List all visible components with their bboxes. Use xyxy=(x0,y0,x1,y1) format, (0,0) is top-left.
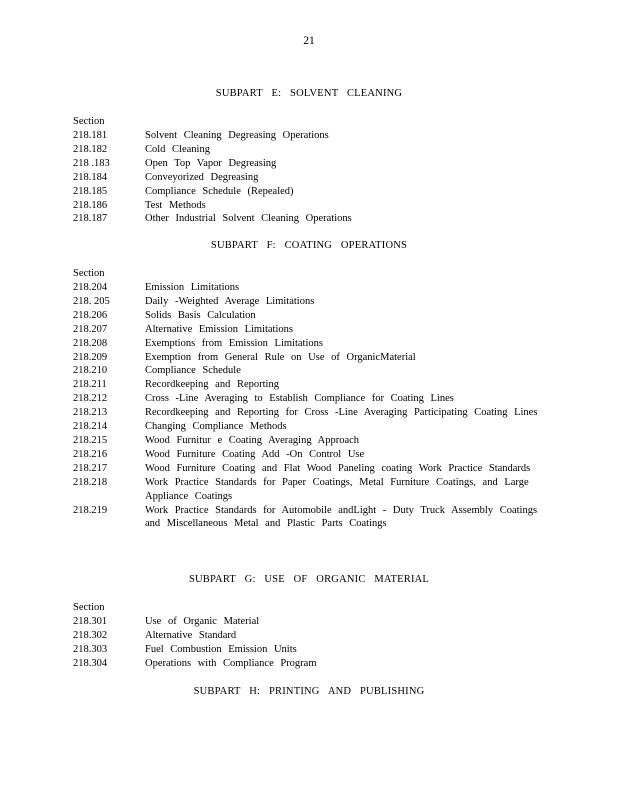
section-number: 218.210 xyxy=(73,365,108,377)
section-number: 218.212 xyxy=(73,393,108,405)
section-number: 218.214 xyxy=(73,421,108,433)
section-title: Other Industrial Solvent Cleaning Operations xyxy=(145,213,352,225)
section-label: Section xyxy=(73,602,105,613)
section-title: Compliance Schedule (Repealed) xyxy=(145,185,294,197)
list-item xyxy=(0,185,618,199)
list-item xyxy=(0,392,618,406)
list-item xyxy=(0,364,618,378)
section-number: 218.216 xyxy=(73,448,108,460)
section-number: 218.219 xyxy=(73,504,108,516)
section-number: 218.302 xyxy=(73,629,108,641)
list-item xyxy=(0,643,618,657)
section-title: Emission Limitations xyxy=(145,282,240,293)
section-label: Section xyxy=(73,268,105,279)
list-item xyxy=(0,657,618,671)
section-number: 218.182 xyxy=(73,143,108,155)
section-number: 218.213 xyxy=(73,407,108,419)
subpart-f-list xyxy=(0,281,618,531)
subpart-e-heading: SUBPART E: SOLVENT CLEANING xyxy=(215,88,403,99)
section-title: Cold Cleaning xyxy=(145,143,210,155)
section-title: Alternative Emission Limitations xyxy=(145,323,293,335)
section-number: 218.187 xyxy=(73,213,108,225)
list-item xyxy=(0,199,618,213)
list-item xyxy=(0,281,618,295)
list-item xyxy=(0,295,618,309)
section-number: 218.303 xyxy=(73,643,108,655)
section-number: 218.206 xyxy=(73,309,108,321)
list-item xyxy=(0,476,618,504)
section-number: 218.304 xyxy=(73,657,108,669)
list-item xyxy=(0,629,618,643)
section-title: Recordkeeping and Reporting for Cross -Line Averaging Participating Coating Lines xyxy=(145,407,538,419)
section-title: Operations with Compliance Program xyxy=(145,657,317,669)
section-title: Cross -Line Averaging to Establish Compliance for Coating Lines xyxy=(145,393,454,405)
list-item xyxy=(0,171,618,185)
subpart-f-heading: SUBPART F: COATING OPERATIONS xyxy=(210,240,408,251)
section-number: 218.215 xyxy=(73,434,108,446)
section-title: Daily -Weighted Average Limitations xyxy=(145,295,315,307)
section-number: 218.185 xyxy=(73,185,108,197)
section-number: 218.209 xyxy=(73,351,108,363)
list-item xyxy=(0,420,618,434)
list-item xyxy=(0,378,618,392)
subpart-h-heading: SUBPART H: PRINTING AND PUBLISHING xyxy=(193,686,425,697)
section-number: 218.186 xyxy=(73,199,108,211)
list-item xyxy=(0,351,618,365)
section-title: Recordkeeping and Reporting xyxy=(145,379,279,391)
section-title: Wood Furniture Coating Add -On Control Use xyxy=(145,448,365,460)
list-item xyxy=(0,462,618,476)
section-number: 218.181 xyxy=(73,130,108,141)
section-number: 218.218 xyxy=(73,476,108,488)
section-title: Solids Basis Calculation xyxy=(145,309,256,321)
list-item xyxy=(0,309,618,323)
list-item xyxy=(0,323,618,337)
subpart-g-heading: SUBPART G: USE OF ORGANIC MATERIAL xyxy=(188,574,430,585)
section-title: Compliance Schedule xyxy=(145,365,241,377)
subpart-e-list xyxy=(0,129,618,226)
section-title: Wood Furniture Coating and Flat Wood Paneling coating Work Practice Standards xyxy=(145,462,531,474)
list-item xyxy=(0,504,618,532)
section-number: 218.204 xyxy=(73,282,108,293)
section-title: Solvent Cleaning Degreasing Operations xyxy=(145,130,329,141)
list-item xyxy=(0,143,618,157)
section-number: 218. 205 xyxy=(73,295,110,307)
list-item xyxy=(0,129,618,143)
list-item xyxy=(0,337,618,351)
list-item xyxy=(0,212,618,226)
section-title: Exemptions from Emission Limitations xyxy=(145,337,323,349)
section-title: Open Top Vapor Degreasing xyxy=(145,157,277,169)
list-item xyxy=(0,434,618,448)
section-title: Changing Compliance Methods xyxy=(145,421,287,433)
section-number: 218 .183 xyxy=(73,157,110,169)
section-title: Conveyorized Degreasing xyxy=(145,171,259,183)
list-item xyxy=(0,448,618,462)
section-title: Wood Furnitur e Coating Averaging Approach xyxy=(145,434,360,446)
section-number: 218.208 xyxy=(73,337,108,349)
page-number: 21 xyxy=(303,35,315,47)
section-title: Exemption from General Rule on Use of OrganicMaterial xyxy=(145,351,416,363)
section-number: 218.217 xyxy=(73,462,108,474)
section-title: Use of Organic Material xyxy=(145,616,260,627)
section-number: 218.301 xyxy=(73,616,108,627)
section-title: Test Methods xyxy=(145,199,206,211)
subpart-g-list xyxy=(0,615,618,671)
list-item xyxy=(0,615,618,629)
section-number: 218.211 xyxy=(73,379,107,391)
section-number: 218.184 xyxy=(73,171,108,183)
section-label: Section xyxy=(73,116,105,127)
list-item xyxy=(0,406,618,420)
section-title: Fuel Combustion Emission Units xyxy=(145,643,297,655)
section-title: Work Practice Standards for Automobile andLight - Duty Truck Assembly Coatings and Miscellaneous Metal and Plastic Parts Coatings xyxy=(145,504,538,530)
section-number: 218.207 xyxy=(73,323,108,335)
list-item xyxy=(0,157,618,171)
section-title: Work Practice Standards for Paper Coatings, Metal Furniture Coatings, and Large Appliance Coatings xyxy=(145,476,529,502)
section-title: Alternative Standard xyxy=(145,629,237,641)
